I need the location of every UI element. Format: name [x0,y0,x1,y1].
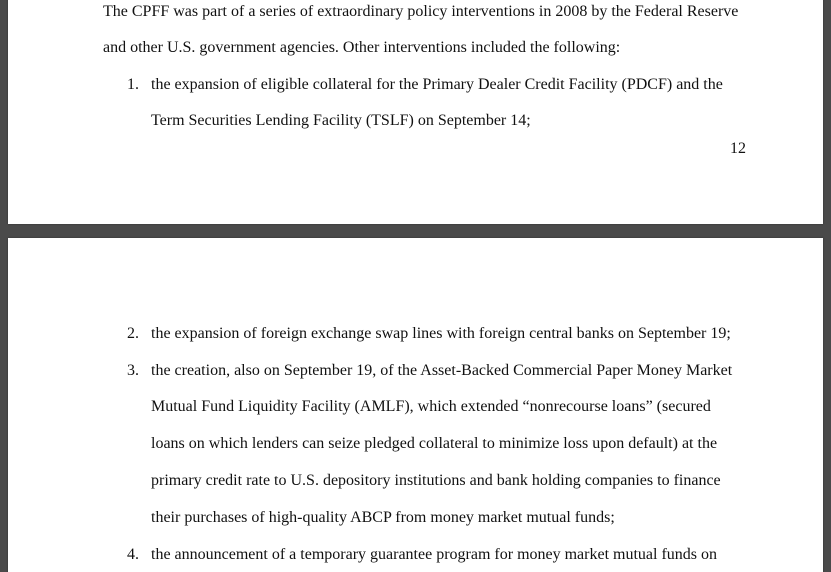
list-item-line: the expansion of eligible collateral for the Primary Dealer Credit Facility (PDCF) and the [151,76,723,93]
page-number: 12 [730,140,746,157]
list-item-line: Term Securities Lending Facility (TSLF) on September 14; [151,112,531,129]
list-item-line: their purchases of high-quality ABCP from money market mutual funds; [151,509,615,526]
list-item-number: 2. [127,325,139,342]
list-item-line: primary credit rate to U.S. depository institutions and bank holding companies to finance [151,472,721,489]
list-item-line: Mutual Fund Liquidity Facility (AMLF), which extended “nonrecourse loans” (secured [151,398,711,415]
paragraph-line: The CPFF was part of a series of extraordinary policy interventions in 2008 by the Federal Reserve [103,3,739,20]
list-item-line: the expansion of foreign exchange swap lines with foreign central banks on September 19; [151,325,731,342]
list-item-line: loans on which lenders can seize pledged collateral to minimize loss upon default) at the [151,435,718,452]
document-page-12 [8,0,823,224]
list-item-number: 4. [127,546,139,563]
list-item-number: 1. [127,76,139,93]
paragraph-line: and other U.S. government agencies. Other interventions included the following: [103,39,621,56]
document-page-13 [8,238,823,572]
list-item-line: the creation, also on September 19, of the Asset-Backed Commercial Paper Money Market [151,362,733,379]
list-item-number: 3. [127,362,139,379]
list-item-line: the announcement of a temporary guarantee program for money market mutual funds on [151,546,718,563]
